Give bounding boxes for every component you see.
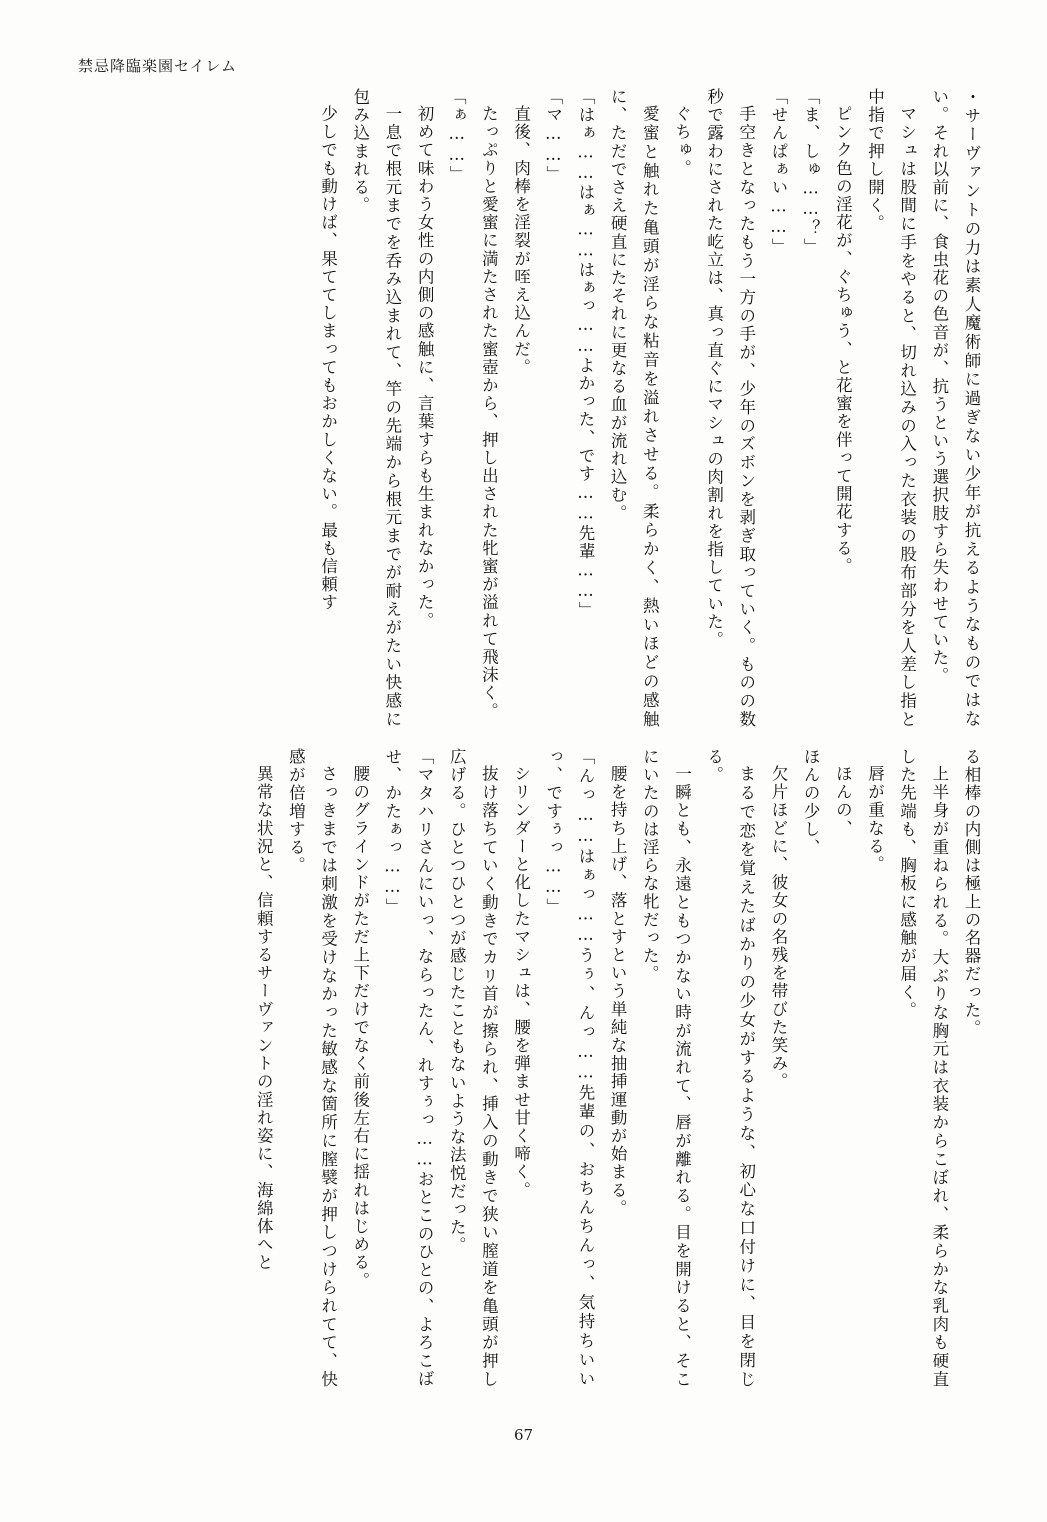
paragraph: 「ま、しゅ……？」 (801, 88, 821, 256)
paragraph: 上半身が重ねられる。大ぶりな胸元は衣装からこぼれ、柔らかな乳肉も硬直した先端も、胸板に感触が届く。 (897, 748, 949, 1388)
paragraph: ほんの、 (833, 764, 853, 837)
paragraph: さっきまでは刺激を受けなかった敏感な箇所に膣襞が押しつけられてて、快感が倍増する。 (286, 748, 338, 1388)
paragraph: 一瞬とも、永遠ともつかない時が流れて、唇が離れる。目を開けると、そこにいたのは淫らな牝だった。 (640, 748, 692, 1388)
paragraph: 少しでも動けば、果ててしまってもおかしくない。最も信頼す (318, 104, 338, 612)
paragraph: る相棒の内側は極上の名器だった。 (962, 748, 981, 1038)
paragraph: 「んっ……はぁっ……うぅ、んっ……先輩の、おちんちんっ、気持ちいいっ、ですぅっ……」 (543, 748, 595, 1388)
paragraph: 初めて味わう女性の内側の感触に、言葉すらも生まれなかった。 (415, 104, 435, 630)
paragraph: 「せんぱぁい……」 (768, 88, 788, 256)
paragraph: 欠片ほどに、彼女の名残を帯びた笑み。 (768, 764, 788, 1091)
paragraph: 直後、肉棒を淫裂が咥え込んだ。 (511, 104, 531, 376)
paragraph: 「マ……」 (543, 88, 563, 184)
paragraph: ぐちゅ。 (672, 104, 692, 177)
paragraph: 唇が重なる。 (865, 764, 885, 874)
paragraph: 手空きとなったもう一方の手が、少年のズボンを剥ぎ取っていく。ものの数秒で露わにされた屹立は、真っ直ぐにマシュの肉割れを指していた。 (704, 88, 756, 728)
paragraph: 「はぁ……はぁ……はぁっ……よかった、です……先輩……」 (575, 88, 595, 620)
paragraph: 愛蜜と触れた亀頭が淫らな粘音を溢れさせる。柔らかく、熱いほどの感触に、ただでさえ硬直にたそれに更なる血が流れ込む。 (608, 88, 660, 728)
paragraph: まるで恋を覚えたばかりの少女がするような、初心な口付けに、目を閉じる。 (704, 748, 756, 1388)
paragraph: 異常な状況と、信頼するサーヴァントの淫れ姿に、海綿体へと (254, 764, 274, 1272)
paragraph: マシュは股間に手をやると、切れ込みの入った衣装の股布部分を人差し指と中指で押し開く。 (865, 88, 917, 728)
paragraph: 腰を持ち上げ、落とすという単純な抽挿運動が始まる。 (608, 764, 628, 1217)
paragraph: 「ぁ……」 (447, 88, 467, 184)
paragraph: ・サーヴァントの力は素人魔術師に過ぎない少年が抗えるようなものではない。それ以前に、食虫花の色音が、抗うという選択肢すら失わせていた。 (929, 88, 981, 728)
page-header-title: 禁忌降臨楽園セイレム (78, 57, 237, 75)
paragraph: 抜け落ちていく動きでカリ首が擦られ、挿入の動きで狭い膣道を亀頭が押し広げる。ひとつひとつが感じたこともないような法悦だった。 (447, 748, 499, 1388)
paragraph: 「マタハリさんにいっ、ならったん、れすぅっ……おとこのひとの、よろこばせ、かたぁっ……」 (382, 748, 435, 1388)
paragraph: シリンダーと化したマシュは、腰を弾ませ甘く啼く。 (511, 764, 531, 1199)
upper-text-column (67, 88, 987, 728)
page-number: 67 (513, 1426, 534, 1444)
paragraph: 腰のグラインドがただ上下だけでなく前後左右に揺れはじめる。 (350, 764, 370, 1290)
paragraph: ほんの少し、 (801, 748, 821, 857)
paragraph: 一息で根元までを呑み込まれて、竿の先端から根元までが耐えがたい快感に包み込まれる。 (350, 88, 402, 728)
lower-text-column (67, 748, 987, 1388)
paragraph: ピンク色の淫花が、ぐちゅう、と花蜜を伴って開花する。 (833, 104, 853, 576)
paragraph: たっぷりと愛蜜に満たされた蜜壺から、押し出された牝蜜が溢れて飛沫く。 (479, 104, 499, 720)
